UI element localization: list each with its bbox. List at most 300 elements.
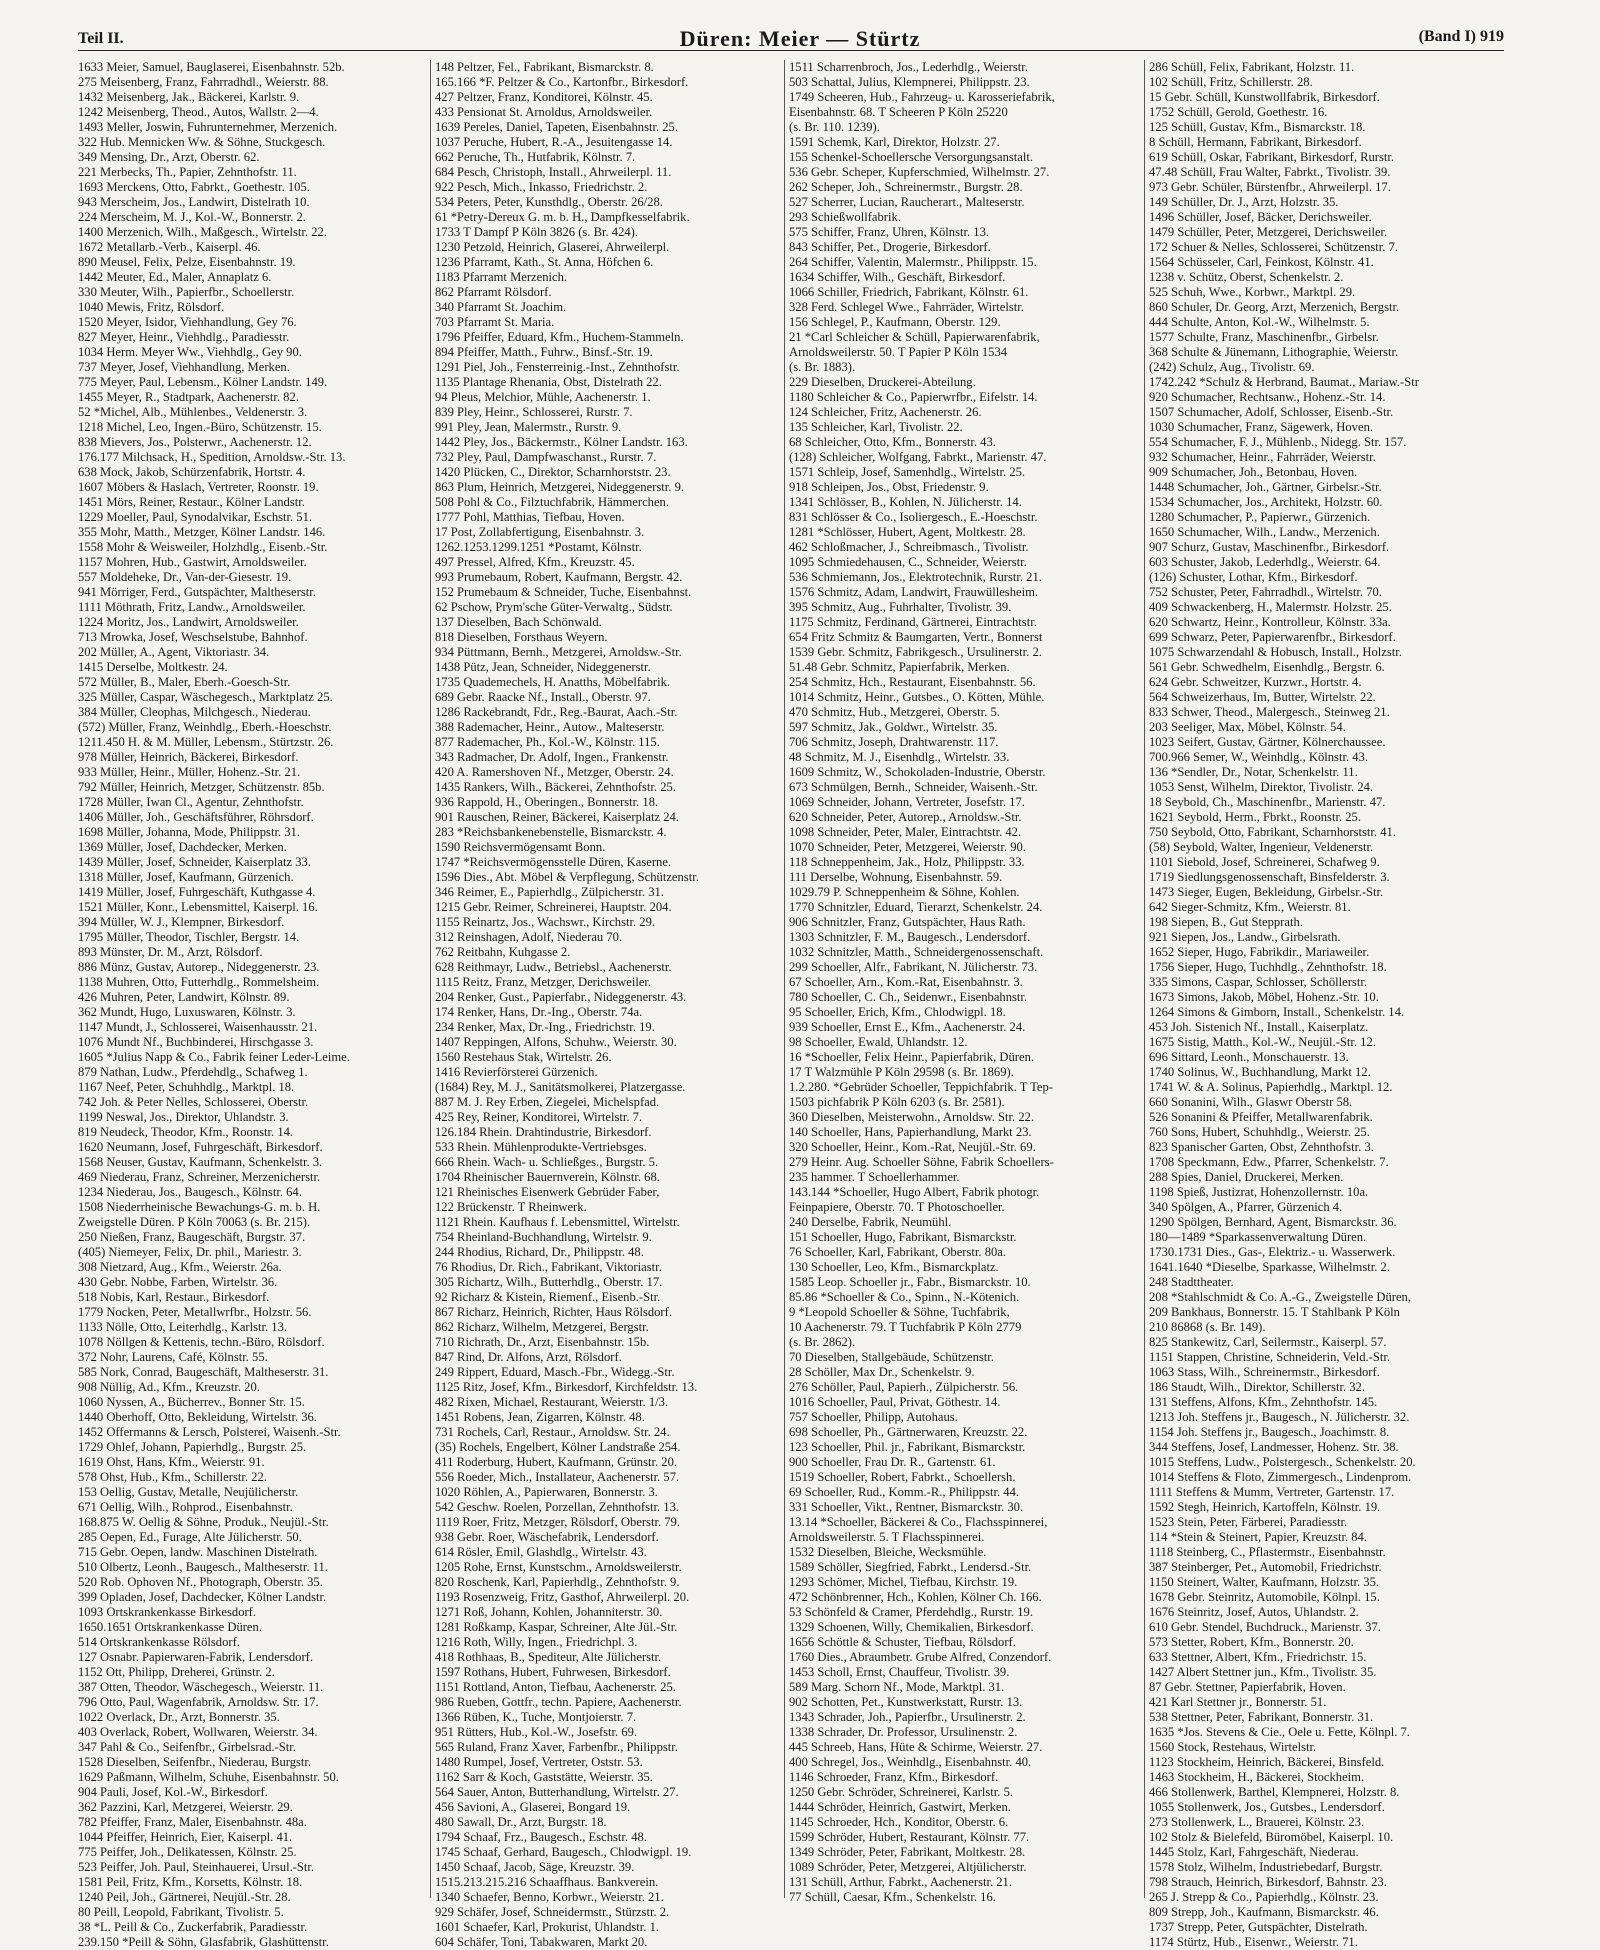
directory-entry: 1075 Schwarzendahl & Hobusch, Install., Holzstr. [1149, 645, 1402, 659]
directory-entry: 136 *Sendler, Dr., Notar, Schenkelstr. 11. [1149, 765, 1358, 779]
directory-entry: 633 Stettner, Albert, Kfm., Friedrichstr. 15. [1149, 1650, 1367, 1664]
directory-entry: 1601 Schaefer, Karl, Prokurist, Uhlandstr. 1. [435, 1920, 660, 1934]
directory-entry: 275 Meisenberg, Franz, Fahrradhdl., Weierstr. 88. [78, 75, 329, 89]
directory-entry: 1089 Schröder, Peter, Metzgerei, Altjülicherstr. [789, 1860, 1027, 1874]
directory-entry: 102 Stolz & Bielefeld, Büromöbel, Kaiserpl. 10. [1149, 1830, 1394, 1844]
directory-entry: 554 Schumacher, F. J., Mühlenb., Nidegg. Str. 157. [1149, 435, 1407, 449]
directory-entry: 286 Schüll, Felix, Fabrikant, Holzstr. 11. [1149, 60, 1355, 74]
directory-entry: 527 Scherrer, Lucian, Raucherart., Malteserstr. [789, 195, 1025, 209]
directory-entry: 347 Pahl & Co., Seifenfbr., Girbelsrad.-Str. [78, 1740, 296, 1754]
directory-entry: 534 Peters, Peter, Kunsthdlg., Oberstr. 26/28. [435, 195, 663, 209]
directory-entry: 137 Dieselben, Bach Schönwald. [435, 615, 602, 629]
directory-entry: 533 Rhein. Mühlenprodukte-Vertriebsges. [435, 1140, 647, 1154]
directory-entry: 920 Schumacher, Rechtsanw., Hohenz.-Str. 14. [1149, 390, 1386, 404]
directory-entry: 620 Schneider, Peter, Autorep., Arnoldsw.-Str. [789, 810, 1022, 824]
directory-entry: 1496 Schüller, Josef, Bäcker, Derichsweiler. [1149, 210, 1372, 224]
directory-entry: 1098 Schneider, Peter, Maler, Eintrachtstr. 42. [789, 825, 1022, 839]
directory-entry: 1152 Ott, Philipp, Dreherei, Grünstr. 2. [78, 1665, 275, 1679]
directory-entry: 1641.1640 *Dieselbe, Sparkasse, Wilhelmstr. 2. [1149, 1260, 1390, 1274]
directory-entry: 565 Ruland, Franz Xaver, Farbenfbr., Philippstr. [435, 1740, 678, 1754]
directory-entry: 456 Savioni, A., Glaserei, Bongard 19. [435, 1800, 631, 1814]
directory-entry: 900 Schoeller, Frau Dr. R., Gartenstr. 61. [789, 1455, 996, 1469]
directory-entry: 399 Opladen, Josef, Dachdecker, Kölner Landstr. [78, 1590, 327, 1604]
directory-entry: 148 Peltzer, Fel., Fabrikant, Bismarckstr. 8. [435, 60, 654, 74]
directory-entry: 62 Pschow, Prym'sche Güter-Verwaltg., Südstr. [435, 600, 673, 614]
directory-entry: 1271 Roß, Johann, Kohlen, Johanniterstr. 30. [435, 1605, 663, 1619]
directory-entry: 17 T Walzmühle P Köln 29598 (s. Br. 1869). [789, 1065, 1014, 1079]
column-2 [430, 60, 777, 1949]
directory-entry: 1493 Meller, Joswin, Fuhrunternehmer, Merzenich. [78, 120, 338, 134]
directory-entry: 1419 Müller, Josef, Fuhrgeschäft, Kuthgasse 4. [78, 885, 316, 899]
directory-entry: 1034 Herm. Meyer Ww., Viehhdlg., Gey 90. [78, 345, 302, 359]
directory-entry: 92 Richarz & Kistein, Riemenf., Eisenb.-Str. [435, 1290, 661, 1304]
directory-entry: 909 Schumacher, Joh., Betonbau, Hoven. [1149, 465, 1358, 479]
directory-entry: 254 Schmitz, Hch., Restaurant, Eisenbahnstr. 56. [789, 675, 1036, 689]
directory-entry: 28 Schöller, Max Dr., Schenkelstr. 9. [789, 1365, 975, 1379]
directory-entry: 180—1489 *Sparkassenverwaltung Düren. [1149, 1230, 1367, 1244]
directory-entry: 1121 Rhein. Kaufhaus f. Lebensmittel, Wirtelstr. [435, 1215, 680, 1229]
directory-entry: 1293 Schömer, Michel, Tiefbau, Kirchstr. 19. [789, 1575, 1018, 1589]
directory-entry: 1635 *Jos. Stevens & Cie., Oele u. Fette, Kölnpl. 7. [1149, 1725, 1410, 1739]
directory-entry: 809 Strepp, Joh., Kaufmann, Bismarckstr. 46. [1149, 1905, 1379, 1919]
directory-entry: 1577 Schulte, Franz, Maschinenfbr., Girbelsr. [1149, 330, 1379, 344]
directory-entry: 368 Schulte & Jünemann, Lithographie, Weierstr. [1149, 345, 1399, 359]
directory-entry: 1609 Schmitz, W., Schokoladen-Industrie, Oberstr. [789, 765, 1046, 779]
directory-entry: 125 Schüll, Gustav, Kfm., Bismarckstr. 18. [1149, 120, 1366, 134]
directory-entry: 51.48 Gebr. Schmitz, Papierfabrik, Merken. [789, 660, 1010, 674]
directory-entry: 1400 Merzenich, Wilh., Maßgesch., Wirtelstr. 22. [78, 225, 327, 239]
directory-entry: 174 Renker, Hans, Dr.-Ing., Oberstr. 74a. [435, 1005, 643, 1019]
directory-entry: 1589 Schöller, Siegfried, Fabrkt., Lendersd.-Str. [789, 1560, 1032, 1574]
directory-entry: 902 Schotten, Pet., Kunstwerkstatt, Rurstr. 13. [789, 1695, 1023, 1709]
directory-entry: 362 Mundt, Hugo, Luxuswaren, Kölnstr. 3. [78, 1005, 296, 1019]
directory-entry: 400 Schregel, Jos., Weinhdlg., Eisenbahnstr. 40. [789, 1755, 1032, 1769]
directory-entry: 510 Olbertz, Leonh., Baugesch., Maltheserstr. 11. [78, 1560, 328, 1574]
directory-entry: 210 86868 (s. Br. 149). [1149, 1320, 1266, 1334]
directory-entry: 114 *Stein & Steinert, Papier, Kreuzstr. 84. [1149, 1530, 1367, 1544]
directory-entry: 1581 Peil, Fritz, Kfm., Korsetts, Kölnstr. 18. [78, 1875, 303, 1889]
directory-entry: 624 Gebr. Schweitzer, Kurzwr., Hortstr. 4. [1149, 675, 1362, 689]
directory-entry: 1211.450 H. & M. Müller, Lebensm., Stürtzstr. 26. [78, 735, 334, 749]
directory-entry: 934 Püttmann, Bernh., Metzgerei, Arnoldsw.-Str. [435, 645, 682, 659]
directory-entry: 597 Schmitz, Jak., Goldwr., Wirtelstr. 35. [789, 720, 998, 734]
directory-entry: 1023 Seifert, Gustav, Gärtner, Kölnerchaussee. [1149, 735, 1386, 749]
directory-entry: 1597 Rothans, Hubert, Fuhrwesen, Birkesdorf. [435, 1665, 671, 1679]
directory-entry: 1442 Pley, Jos., Bäckermstr., Kölner Landstr. 163. [435, 435, 688, 449]
directory-entry: 536 Schmiemann, Jos., Elektrotechnik, Rurstr. 21. [789, 570, 1042, 584]
directory-entry: 833 Schwer, Theod., Malergesch., Steinweg 21. [1149, 705, 1390, 719]
directory-entry: 152 Prumebaum & Schneider, Tuche, Eisenbahnst. [435, 585, 692, 599]
directory-entry: 1729 Ohlef, Johann, Papierhdlg., Burgstr. 25. [78, 1440, 307, 1454]
directory-entry: 1060 Nyssen, A., Bücherrev., Bonner Str. 15. [78, 1395, 305, 1409]
directory-entry: 335 Simons, Caspar, Schlosser, Schöllerstr. [1149, 975, 1367, 989]
directory-entry: 1213 Joh. Steffens jr., Baugesch., N. Jülicherstr. 32. [1149, 1410, 1410, 1424]
directory-entry: 340 Pfarramt St. Joachim. [435, 300, 567, 314]
directory-entry: 1420 Plücken, C., Direktor, Scharnhorststr. 23. [435, 465, 671, 479]
directory-entry: 53 Schönfeld & Cramer, Pferdehdlg., Rurstr. 19. [789, 1605, 1033, 1619]
directory-entry: 1076 Mundt Nf., Buchbinderei, Hirschgasse 3. [78, 1035, 314, 1049]
directory-entry: 936 Rappold, H., Oberingen., Bonnerstr. 18. [435, 795, 659, 809]
directory-entry: 818 Dieselben, Forsthaus Weyern. [435, 630, 608, 644]
directory-entry: 1439 Müller, Josef, Schneider, Kaiserplatz 33. [78, 855, 311, 869]
directory-entry: 525 Schuh, Wwe., Korbwr., Marktpl. 29. [1149, 285, 1356, 299]
directory-entry: 904 Pauli, Josef, Kol.-W., Birkesdorf. [78, 1785, 268, 1799]
directory-entry: 172 Schuer & Nelles, Schlosserei, Schützenstr. 7. [1149, 240, 1399, 254]
directory-entry: 792 Müller, Heinrich, Metzger, Schützenstr. 85b. [78, 780, 325, 794]
directory-entry: 244 Rhodius, Richard, Dr., Philippstr. 48. [435, 1245, 644, 1259]
directory-entry: 1015 Steffens, Ludw., Polstergesch., Schenkelstr. 20. [1149, 1455, 1416, 1469]
directory-entry: 276 Schöller, Paul, Papierh., Zülpicherstr. 56. [789, 1380, 1019, 1394]
directory-entry: 52 *Michel, Alb., Mühlenbes., Veldenerstr. 3. [78, 405, 308, 419]
directory-entry: 508 Pohl & Co., Filztuchfabrik, Hämmerchen. [435, 495, 669, 509]
directory-entry: 1463 Stockheim, H., Bäckerei, Stockheim. [1149, 1770, 1365, 1784]
directory-entry: Arnoldsweilerstr. 5. T Flachsspinnerei. [789, 1530, 985, 1544]
directory-entry: 1560 Stock, Restehaus, Wirtelstr. [1149, 1740, 1317, 1754]
directory-entry: 886 Münz, Gustav, Autorep., Nideggenerstr. 23. [78, 960, 320, 974]
directory-entry: 762 Reitbahn, Kuhgasse 2. [435, 945, 571, 959]
directory-entry: (1684) Rey, M. J., Sanitätsmolkerei, Platzergasse. [435, 1080, 686, 1094]
directory-entry: 248 Stadttheater. [1149, 1275, 1234, 1289]
directory-entry: 48 Schmitz, M. J., Eisenhdlg., Wirtelstr. 33. [789, 750, 1010, 764]
directory-entry: 1157 Mohren, Hub., Gastwirt, Arnoldsweiler. [78, 555, 307, 569]
directory-entry: 775 Peiffer, Joh., Delikatessen, Kölnstr. 25. [78, 1845, 297, 1859]
directory-entry: 732 Pley, Paul, Dampfwaschanst., Rurstr. 7. [435, 450, 657, 464]
directory-entry: 123 Schoeller, Phil. jr., Fabrikant, Bismarckstr. [789, 1440, 1026, 1454]
directory-entry: 978 Müller, Heinrich, Bäckerei, Birkesdorf. [78, 750, 299, 764]
directory-entry: (s. Br. 1883). [789, 360, 856, 374]
directory-entry: 1230 Petzold, Heinrich, Glaserei, Ahrweilerpl. [435, 240, 670, 254]
directory-entry: 951 Rütters, Hub., Kol.-W., Josefstr. 69. [435, 1725, 638, 1739]
directory-entry: Arnoldsweilerstr. 50. T Papier P Köln 1534 [789, 345, 1008, 359]
directory-entry: 384 Müller, Cleophas, Milchgesch., Niederau. [78, 705, 311, 719]
directory-entry: (128) Schleicher, Wolfgang, Fabrkt., Marienstr. 47. [789, 450, 1047, 464]
directory-entry: 328 Ferd. Schlegel Wwe., Fahrräder, Wirtelstr. [789, 300, 1024, 314]
directory-entry: 823 Spanischer Garten, Obst, Zehnthofstr. 3. [1149, 1140, 1374, 1154]
directory-entry: 1520 Meyer, Isidor, Viehhandlung, Gey 76. [78, 315, 297, 329]
directory-entry: 1740 Solinus, W., Buchhandlung, Markt 12. [1149, 1065, 1371, 1079]
directory-entry: 752 Schuster, Peter, Fahrradhdl., Wirtelstr. 70. [1149, 585, 1382, 599]
directory-entry: 542 Geschw. Roelen, Porzellan, Zehnthofstr. 13. [435, 1500, 680, 1514]
directory-entry: 70 Dieselben, Stallgebäude, Schützenstr. [789, 1350, 994, 1364]
directory-entry: 1014 Steffens & Floto, Zimmergesch., Lindenprom. [1149, 1470, 1412, 1484]
directory-entry: 825 Stankewitz, Carl, Seilermstr., Kaiserpl. 57. [1149, 1335, 1387, 1349]
directory-entry: 1180 Schleicher & Co., Papierwrfbr., Eifelstr. 14. [789, 390, 1038, 404]
directory-entry: 1675 Sistig, Matth., Kol.-W., Neujül.-Str. 12. [1149, 1035, 1376, 1049]
directory-entry: 1032 Schnitzler, Matth., Schneidergenossenschaft. [789, 945, 1044, 959]
directory-entry: 1521 Müller, Konr., Lebensmittel, Kaiserpl. 16. [78, 900, 318, 914]
directory-entry: 283 *Reichsbankenebenstelle, Bismarckstr. 4. [435, 825, 667, 839]
directory-entry: 1796 Pfeiffer, Eduard, Kfm., Huchem-Stammeln. [435, 330, 684, 344]
directory-entry: 264 Schiffer, Valentin, Malermstr., Philippstr. 15. [789, 255, 1037, 269]
directory-entry: 1290 Spölgen, Bernhard, Agent, Bismarckstr. 36. [1149, 1215, 1397, 1229]
directory-entry: 973 Gebr. Schüler, Bürstenfbr., Ahrweilerpl. 17. [1149, 180, 1391, 194]
directory-entry: 536 Gebr. Scheper, Kupferschmied, Wilhelmstr. 27. [789, 165, 1050, 179]
directory-entry: 305 Richartz, Wilh., Butterhdlg., Oberstr. 17. [435, 1275, 663, 1289]
directory-entry: 575 Schiffer, Franz, Uhren, Kölnstr. 13. [789, 225, 990, 239]
directory-entry: 1444 Schröder, Heinrich, Gastwirt, Merken. [789, 1800, 1011, 1814]
directory-entry: 922 Pesch, Mich., Inkasso, Friedrichstr. 2. [435, 180, 648, 194]
directory-entry: 279 Heinr. Aug. Schoeller Söhne, Fabrik Schoellers- [789, 1155, 1054, 1169]
directory-entry: 411 Roderburg, Hubert, Kaufmann, Grünstr. 20. [435, 1455, 678, 1469]
directory-entry: 1539 Gebr. Schmitz, Fabrikgesch., Ursulinerstr. 2. [789, 645, 1042, 659]
directory-entry: 523 Peiffer, Joh. Paul, Steinhauerei, Ursul.-Str. [78, 1860, 315, 1874]
directory-entry: 862 Pfarramt Rölsdorf. [435, 285, 552, 299]
directory-entry: 1503 pichfabrik P Köln 6203 (s. Br. 2581). [789, 1095, 1005, 1109]
directory-entry: 1242 Meisenberg, Theod., Autos, Wallstr. 2—4. [78, 105, 319, 119]
directory-entry: 320 Schoeller, Heinr., Kom.-Rat, Neujül.-Str. 69. [789, 1140, 1036, 1154]
directory-entry: 15 Gebr. Schüll, Kunstwollfabrik, Birkesdorf. [1149, 90, 1380, 104]
directory-entry: 1534 Schumacher, Jos., Architekt, Holzstr. 60. [1149, 495, 1383, 509]
directory-entry: 1749 Scheeren, Hub., Fahrzeug- u. Karosseriefabrik, [789, 90, 1055, 104]
directory-entry: 1438 Pütz, Jean, Schneider, Nideggenerstr. [435, 660, 651, 674]
directory-entry: 388 Rademacher, Heinr., Autow., Malteserstr. [435, 720, 665, 734]
directory-entry: 620 Schwartz, Heinr., Kontrolleur, Kölnstr. 33a. [1149, 615, 1391, 629]
directory-entry: 21 *Carl Schleicher & Schüll, Papierwarenfabrik, [789, 330, 1040, 344]
directory-entry: 16 *Schoeller, Felix Heinr., Papierfabrik, Düren. [789, 1050, 1035, 1064]
page-header [0, 0, 1600, 51]
directory-entry: 993 Prumebaum, Robert, Kaufmann, Bergstr. 42. [435, 570, 683, 584]
directory-entry: 943 Merscheim, Jos., Landwirt, Distelrath 10. [78, 195, 310, 209]
directory-entry: 394 Müller, W. J., Klempner, Birkesdorf. [78, 915, 285, 929]
directory-entry: 1451 Robens, Jean, Zigarren, Kölnstr. 48. [435, 1410, 645, 1424]
directory-entry: 466 Stollenwerk, Barthel, Klempnerei, Holzstr. 8. [1149, 1785, 1400, 1799]
directory-entry: 1133 Nölle, Otto, Leiterhdlg., Karlstr. 13. [78, 1320, 288, 1334]
directory-entry: 1507 Schumacher, Adolf, Schlosser, Eisenb.-Str. [1149, 405, 1394, 419]
directory-entry: 61 *Petry-Dereux G. m. b. H., Dampfkesselfabrik. [435, 210, 690, 224]
directory-entry: 1146 Schroeder, Franz, Kfm., Birkesdorf. [789, 1770, 999, 1784]
directory-entry: 796 Otto, Paul, Wagenfabrik, Arnoldsw. Str. 17. [78, 1695, 319, 1709]
directory-entry: 38 *L. Peill & Co., Zuckerfabrik, Paradiesstr. [78, 1920, 308, 1934]
directory-entry: 430 Gebr. Nobbe, Farben, Wirtelstr. 36. [78, 1275, 278, 1289]
directory-entry: 1528 Dieselben, Seifenfbr., Niederau, Burgstr. [78, 1755, 312, 1769]
directory-entry: 331 Schoeller, Vikt., Rentner, Bismarckstr. 30. [789, 1500, 1024, 1514]
page-number: (Band I) 919 [1418, 28, 1504, 45]
directory-entry: Eisenbahnstr. 68. T Scheeren P Köln 25220 [789, 105, 1008, 119]
directory-entry: 1656 Schöttle & Schuster, Tiefbau, Rölsdorf. [789, 1635, 1016, 1649]
directory-entry: 1138 Muhren, Otto, Futterhdlg., Rommelsheim. [78, 975, 320, 989]
directory-entry: 1448 Schumacher, Joh., Gärtner, Girbelsr.-Str. [1149, 480, 1382, 494]
directory-entry: 470 Schmitz, Hub., Metzgerei, Oberstr. 5. [789, 705, 1000, 719]
directory-entry: 288 Spies, Daniel, Druckerei, Merken. [1149, 1170, 1344, 1184]
directory-entry: 224 Merscheim, M. J., Kol.-W., Bonnerstr. 2. [78, 210, 306, 224]
directory-entry: 907 Schurz, Gustav, Maschinenfbr., Birkesdorf. [1149, 540, 1390, 554]
directory-entry: 387 Steinberger, Pet., Automobil, Friedrichstr. [1149, 1560, 1382, 1574]
directory-entry: 867 Richarz, Heinrich, Richter, Haus Rölsdorf. [435, 1305, 672, 1319]
directory-entry: 1020 Röhlen, A., Papierwaren, Bonnerstr. 3. [435, 1485, 658, 1499]
directory-entry: 666 Rhein. Wach- u. Schließges., Burgstr. 5. [435, 1155, 659, 1169]
directory-entry: 249 Rippert, Eduard, Masch.-Fbr., Widegg.-Str. [435, 1365, 675, 1379]
directory-entry: 111 Derselbe, Wohnung, Eisenbahnstr. 59. [789, 870, 1003, 884]
directory-entry: 1175 Schmitz, Ferdinand, Gärtnerei, Eintrachtstr. [789, 615, 1037, 629]
directory-entry: 754 Rheinland-Buchhandlung, Wirtelstr. 9. [435, 1230, 652, 1244]
directory-entry: 713 Mrowka, Josef, Weschselstube, Bahnhof. [78, 630, 308, 644]
directory-entry: 604 Schäfer, Toni, Tabakwaren, Markt 20. [435, 1935, 648, 1949]
directory-entry: 355 Mohr, Matth., Metzger, Kölner Landstr. 146. [78, 525, 326, 539]
directory-entry: 1369 Müller, Josef, Dachdecker, Merken. [78, 840, 287, 854]
header-rule [78, 50, 1504, 51]
directory-entry: 1318 Müller, Josef, Kaufmann, Gürzenich. [78, 870, 294, 884]
directory-entry: 699 Schwarz, Peter, Papierwarenfbr., Birkesdorf. [1149, 630, 1396, 644]
directory-entry: 1515.213.215.216 Schaaffhaus. Bankverein. [435, 1875, 659, 1889]
directory-entry: 887 M. J. Rey Erben, Ziegelei, Michelspfad. [435, 1095, 660, 1109]
directory-entry: (126) Schuster, Lothar, Kfm., Birkesdorf. [1149, 570, 1358, 584]
directory-entry: Zweigstelle Düren. P Köln 70063 (s. Br. 215). [78, 1215, 311, 1229]
directory-entry: 131 Steffens, Alfons, Kfm., Zehnthofstr. 145. [1149, 1395, 1378, 1409]
directory-entry: 235 hammer. T Schoellerhammer. [789, 1170, 960, 1184]
directory-entry: 1742.242 *Schulz & Herbrand, Baumat., Mariaw.-Str [1149, 375, 1419, 389]
directory-entry: 1795 Müller, Theodor, Tischler, Bergstr. 14. [78, 930, 300, 944]
directory-entry: 1741 W. & A. Solinus, Papierhdlg., Marktpl. 12. [1149, 1080, 1393, 1094]
directory-entry: 1040 Mewis, Fritz, Rölsdorf. [78, 300, 225, 314]
directory-entry: 642 Sieger-Schmitz, Kfm., Weierstr. 81. [1149, 900, 1351, 914]
directory-entry: 585 Nork, Conrad, Baugeschäft, Maltheserstr. 31. [78, 1365, 329, 1379]
directory-entry: 1794 Schaaf, Frz., Baugesch., Eschstr. 48. [435, 1830, 647, 1844]
directory-entry: 1698 Müller, Johanna, Mode, Philippstr. 31. [78, 825, 300, 839]
directory-entry: 94 Pleus, Melchior, Mühle, Aachenerstr. 1. [435, 390, 651, 404]
directory-entry: 827 Meyer, Heinr., Viehhdlg., Paradiesstr. [78, 330, 290, 344]
directory-entry: 610 Gebr. Stendel, Buchdruck., Marienstr. 37. [1149, 1620, 1381, 1634]
directory-entry: 1037 Peruche, Hubert, R.-A., Jesuitengasse 14. [435, 135, 673, 149]
directory-entry: 165.166 *F. Peltzer & Co., Kartonfbr., Birkesdorf. [435, 75, 689, 89]
directory-entry: (s. Br. 2862). [789, 1335, 856, 1349]
directory-entry: 1634 Schiffer, Wilh., Geschäft, Birkesdorf. [789, 270, 1006, 284]
directory-entry: 130 Schoeller, Leo, Kfm., Bismarckplatz. [789, 1260, 999, 1274]
directory-entry: 780 Schoeller, C. Ch., Seidenwr., Eisenbahnstr. [789, 990, 1028, 1004]
directory-entry: 839 Pley, Heinr., Schlosserei, Rurstr. 7. [435, 405, 633, 419]
directory-entry: 372 Nohr, Laurens, Café, Kölnstr. 55. [78, 1350, 268, 1364]
directory-entry: 1199 Neswal, Jos., Direktor, Uhlandstr. 3. [78, 1110, 289, 1124]
directory-entry: 760 Sons, Hubert, Schuhhdlg., Weierstr. 25. [1149, 1125, 1370, 1139]
directory-entry: 1519 Schoeller, Robert, Fabrkt., Schoellersh. [789, 1470, 1016, 1484]
directory-entry: 127 Osnabr. Papierwaren-Fabrik, Lendersdorf. [78, 1650, 314, 1664]
directory-entry: (s. Br. 110. 1239). [789, 120, 880, 134]
directory-entry: 312 Reinshagen, Adolf, Niederau 70. [435, 930, 623, 944]
directory-entry: 1442 Meuter, Ed., Maler, Annaplatz 6. [78, 270, 272, 284]
directory-entry: 403 Overlack, Robert, Wollwaren, Weierstr. 34. [78, 1725, 318, 1739]
directory-entry: 564 Schweizerhaus, Im, Butter, Wirtelstr. 22. [1149, 690, 1376, 704]
directory-entry: 1151 Rottland, Anton, Tiefbau, Aachenerstr. 25. [435, 1680, 676, 1694]
directory-entry: 538 Stettner, Peter, Fabrikant, Bonnerstr. 31. [1149, 1710, 1374, 1724]
directory-entry: 343 Radmacher, Dr. Adolf, Ingen., Frankenstr. [435, 750, 669, 764]
directory-entry: 497 Pressel, Alfred, Kfm., Kreuzstr. 45. [435, 555, 635, 569]
directory-entry: 1016 Schoeller, Paul, Privat, Göthestr. 14. [789, 1395, 1001, 1409]
directory-entry: 1735 Quademechels, H. Anatths, Möbelfabrik. [435, 675, 671, 689]
directory-entry: 619 Schüll, Oskar, Fabrikant, Birkesdorf, Rurstr. [1149, 150, 1395, 164]
directory-entry: 462 Schloßmacher, J., Schreibmasch., Tivolistr. [789, 540, 1029, 554]
directory-entry: 67 Schoeller, Arn., Kom.-Rat, Eisenbahnstr. 3. [789, 975, 1023, 989]
directory-entry: 1592 Stegh, Heinrich, Kartoffeln, Kölnstr. 19. [1149, 1500, 1381, 1514]
directory-entry: 1770 Schnitzler, Eduard, Tierarzt, Schenkelstr. 24. [789, 900, 1043, 914]
directory-entry: 186 Staudt, Wilh., Direktor, Schillerstr. 32. [1149, 1380, 1365, 1394]
directory-entry: 520 Rob. Ophoven Nf., Photograph, Oberstr. 35. [78, 1575, 323, 1589]
directory-entry: 742 Joh. & Peter Nelles, Schlosserei, Oberstr. [78, 1095, 309, 1109]
directory-entry: 1650 Schumacher, Wilh., Landw., Merzenich. [1149, 525, 1380, 539]
directory-entry: 862 Richarz, Wilhelm, Metzgerei, Bergstr. [435, 1320, 649, 1334]
directory-entry: 991 Pley, Jean, Malermstr., Rurstr. 9. [435, 420, 622, 434]
directory-entry: 1218 Michel, Leo, Ingen.-Büro, Schützenstr. 15. [78, 420, 322, 434]
directory-entry: 572 Müller, B., Maler, Eberh.-Goesch-Str. [78, 675, 291, 689]
directory-entry: 1435 Rankers, Wilh., Bäckerei, Zehnthofstr. 25. [435, 780, 676, 794]
directory-entry: 126.184 Rhein. Drahtindustrie, Birkesdorf. [435, 1125, 652, 1139]
directory-entry: 706 Schmitz, Joseph, Drahtwarenstr. 117. [789, 735, 999, 749]
directory-entry: 387 Otten, Theodor, Wäschegesch., Weierstr. 11. [78, 1680, 324, 1694]
directory-entry: 265 J. Strepp & Co., Papierhdlg., Kölnstr. 23. [1149, 1890, 1379, 1904]
directory-entry: 47.48 Schüll, Frau Walter, Fabrkt., Tivolistr. 39. [1149, 165, 1391, 179]
directory-entry: 1093 Ortskrankenkasse Birkesdorf. [78, 1605, 257, 1619]
directory-entry: 1095 Schmiedehausen, C., Schneider, Weierstr. [789, 555, 1027, 569]
section-label: Teil II. [78, 30, 124, 47]
directory-entry: 198 Siepen, B., Gut Stepprath. [1149, 915, 1303, 929]
directory-entry: 1704 Rheinischer Bauernverein, Kölnstr. 68. [435, 1170, 660, 1184]
directory-entry: 1605 *Julius Napp & Co., Fabrik feiner Leder-Leime. [78, 1050, 350, 1064]
directory-entry: 518 Nobis, Karl, Restaur., Birkesdorf. [78, 1290, 270, 1304]
column-3 [784, 60, 1137, 1904]
directory-entry: (572) Müller, Franz, Weinhdlg., Eberh.-Hoeschstr. [78, 720, 332, 734]
page-title: Düren: Meier — Stürtz [679, 26, 921, 51]
directory-entry: 203 Seeliger, Max, Möbel, Kölnstr. 54. [1149, 720, 1346, 734]
directory-entry: (242) Schulz, Aug., Tivolistr. 69. [1149, 360, 1315, 374]
directory-entry: 1240 Peil, Joh., Gärtnerei, Neujül.-Str. 28. [78, 1890, 291, 1904]
directory-entry: 1151 Stappen, Christine, Schneiderin, Veld.-Str. [1149, 1350, 1391, 1364]
directory-entry: 696 Sittard, Leonh., Monschauerstr. 13. [1149, 1050, 1349, 1064]
directory-entry: 578 Ohst, Hub., Kfm., Schillerstr. 22. [78, 1470, 267, 1484]
directory-entry: 1234 Niederau, Jos., Baugesch., Kölnstr. 64. [78, 1185, 302, 1199]
directory-entry: 901 Rauschen, Reiner, Bäckerei, Kaiserplatz 24. [435, 810, 679, 824]
directory-entry: 1066 Schiller, Friedrich, Fabrikant, Kölnstr. 61. [789, 285, 1029, 299]
directory-entry: 906 Schnitzler, Franz, Gutspächter, Haus Rath. [789, 915, 1026, 929]
directory-entry: 890 Meusel, Felix, Pelze, Eisenbahnstr. 19. [78, 255, 296, 269]
directory-entry: 204 Renker, Gust., Papierfabr., Nideggenerstr. 43. [435, 990, 687, 1004]
directory-entry: 1599 Schröder, Hubert, Restaurant, Kölnstr. 77. [789, 1830, 1030, 1844]
directory-entry: 1432 Meisenberg, Jak., Bäckerei, Karlstr. 9. [78, 90, 300, 104]
directory-entry: 250 Nießen, Franz, Baugeschäft, Burgstr. 37. [78, 1230, 306, 1244]
directory-entry: 1576 Schmitz, Adam, Landwirt, Frauwüllesheim. [789, 585, 1039, 599]
directory-entry: 118 Schneppenheim, Jak., Holz, Philippstr. 33. [789, 855, 1025, 869]
directory-entry: 1174 Stürtz, Hub., Eisenwr., Weierstr. 71. [1149, 1935, 1358, 1949]
directory-entry: 1440 Oberhoff, Otto, Bekleidung, Wirtelstr. 36. [78, 1410, 317, 1424]
directory-entry: 362 Pazzini, Karl, Metzgerei, Weierstr. 29. [78, 1800, 293, 1814]
directory-entry: 1652 Sieper, Hugo, Fabrikdir., Mariaweiler. [1149, 945, 1370, 959]
directory-entry: 262 Scheper, Joh., Schreinermstr., Burgstr. 28. [789, 180, 1023, 194]
directory-entry: 503 Schattal, Julius, Klempnerei, Philippstr. 23. [789, 75, 1030, 89]
directory-entry: 1150 Steinert, Walter, Kaufmann, Holzstr. 35. [1149, 1575, 1380, 1589]
directory-entry: 1216 Roth, Willy, Ingen., Friedrichpl. 3. [435, 1635, 638, 1649]
directory-entry: 731 Rochels, Carl, Restaur., Arnoldsw. Str. 24. [435, 1425, 670, 1439]
directory-entry: 1303 Schnitzler, F. M., Baugesch., Lendersdorf. [789, 930, 1031, 944]
directory-entry: 1450 Schaaf, Jacob, Säge, Kreuzstr. 39. [435, 1860, 635, 1874]
directory-entry: 654 Fritz Schmitz & Baumgarten, Vertr., Bonnerst [789, 630, 1043, 644]
directory-entry: 1135 Plantage Rhenania, Obst, Distelrath 22. [435, 375, 662, 389]
directory-entry: 176.177 Milchsack, H., Spedition, Arnoldsw.-Str. 13. [78, 450, 346, 464]
directory-columns [78, 60, 1504, 1949]
directory-entry: 1445 Stolz, Karl, Fahrgeschäft, Niederau. [1149, 1845, 1359, 1859]
directory-entry: 85.86 *Schoeller & Co., Spinn., N.-Kötenich. [789, 1290, 1020, 1304]
directory-entry: 87 Gebr. Stettner, Papierfabrik, Hoven. [1149, 1680, 1346, 1694]
directory-entry: 782 Pfeiffer, Franz, Maler, Eisenbahnstr. 48a. [78, 1815, 307, 1829]
directory-entry: 1532 Dieselben, Bleiche, Wecksmühle. [789, 1545, 987, 1559]
directory-entry: 1343 Schrader, Joh., Papierfbr., Ursulinerstr. 2. [789, 1710, 1026, 1724]
directory-entry: 775 Meyer, Paul, Lebensm., Kölner Landstr. 149. [78, 375, 328, 389]
directory-entry: 1620 Neumann, Josef, Fuhrgeschäft, Birkesdorf. [78, 1140, 323, 1154]
directory-entry: 614 Rösler, Emil, Glashdlg., Wirtelstr. 43. [435, 1545, 647, 1559]
directory-entry: 1147 Mundt, J., Schlosserei, Waisenhausstr. 21. [78, 1020, 318, 1034]
directory-entry: 340 Spölgen, A., Pfarrer, Gürzenich 4. [1149, 1200, 1343, 1214]
directory-entry: 425 Rey, Reiner, Konditorei, Wirtelstr. 7. [435, 1110, 643, 1124]
directory-entry: 285 Oepen, Ed., Furage, Alte Jülicherstr. 50. [78, 1530, 302, 1544]
directory-entry: 153 Oellig, Gustav, Metalle, Neujülicherstr. [78, 1485, 299, 1499]
directory-entry: 1416 Revierförsterei Gürzenich. [435, 1065, 598, 1079]
directory-entry: 68 Schleicher, Otto, Kfm., Bonnerstr. 43. [789, 435, 996, 449]
